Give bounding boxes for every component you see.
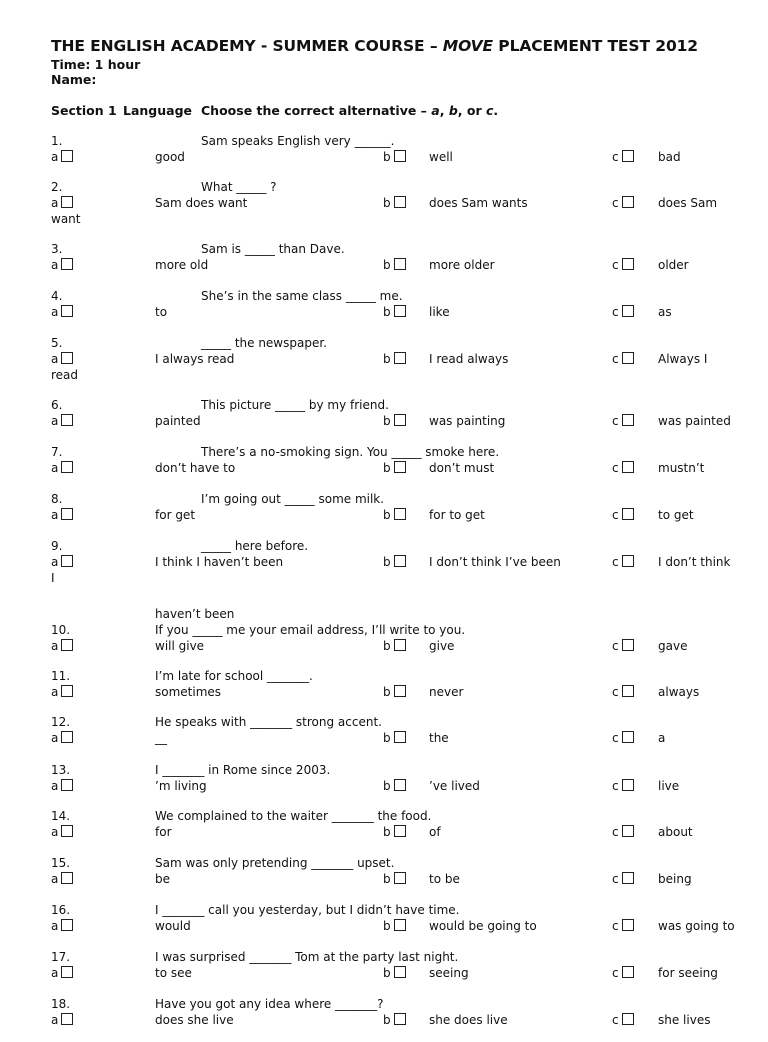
option-a-marker [51,196,73,210]
option-c-marker [612,150,634,164]
option-letter: c [612,685,619,699]
option-b-text: don’t must [429,461,495,475]
option-a-marker [51,461,73,475]
option-letter: c [612,196,619,210]
checkbox-c[interactable] [622,258,634,270]
checkbox-c[interactable] [622,1013,634,1025]
option-letter: b [383,414,391,428]
option-a-text: painted [155,414,201,428]
checkbox-a[interactable] [61,639,73,651]
checkbox-a[interactable] [61,966,73,978]
question-prompt: Sam speaks English very ______. [201,134,395,148]
option-a-text: good [155,150,185,164]
question-item [0,623,768,668]
question-item [0,539,768,621]
option-c-text: being [658,872,692,886]
option-c-text: does Sam [658,196,718,210]
checkbox-b[interactable] [394,352,406,364]
question-item [0,242,768,287]
question-number: 9. [51,539,63,553]
checkbox-a[interactable] [61,1013,73,1025]
option-c-marker [612,1013,634,1027]
option-b-marker [383,196,406,210]
option-c-text: bad [658,150,681,164]
option-a-marker [51,825,73,839]
option-a-text: Sam does want [155,196,248,210]
question-item [0,180,768,225]
checkbox-c[interactable] [622,685,634,697]
option-c-continuation: haven’t been [155,607,235,621]
checkbox-b[interactable] [394,258,406,270]
option-letter: c [612,555,619,569]
option-c-text: Always I [658,352,708,366]
checkbox-a[interactable] [61,685,73,697]
question-prompt: We complained to the waiter _______ the food. [155,809,432,823]
checkbox-a[interactable] [61,414,73,426]
option-letter: a [51,731,59,745]
option-letter: b [383,196,391,210]
option-b-text: to be [429,872,460,886]
option-b-marker [383,825,406,839]
option-letter: c [612,150,619,164]
question-number: 17. [51,950,71,964]
option-b-marker [383,779,406,793]
title-suffix: PLACEMENT TEST 2012 [493,37,698,55]
option-a-wrap: read [51,368,79,382]
option-c-marker [612,352,634,366]
option-letter: b [383,966,391,980]
option-letter: b [383,872,391,886]
option-a-marker [51,779,73,793]
question-number: 1. [51,134,63,148]
option-b-marker [383,305,406,319]
option-letter: c [612,779,619,793]
option-letter: b [383,461,391,475]
checkbox-b[interactable] [394,1013,406,1025]
checkbox-b[interactable] [394,966,406,978]
option-b-marker [383,685,406,699]
option-a-text: will give [155,639,205,653]
option-letter: b [383,919,391,933]
option-letter: a [51,508,59,522]
question-item [0,763,768,808]
option-letter: c [612,1013,619,1027]
checkbox-b[interactable] [394,555,406,567]
option-b-marker [383,872,406,886]
checkbox-a[interactable] [61,872,73,884]
option-a-text: I always read [155,352,235,366]
option-b-text: for to get [429,508,485,522]
option-a-marker [51,639,73,653]
option-c-marker [612,258,634,272]
question-prompt: There’s a no-smoking sign. You _____ smoke here. [201,445,500,459]
instr-prefix: Choose the correct alternative – [201,103,432,118]
instr-sep1: , [439,103,449,118]
checkbox-a[interactable] [61,196,73,208]
option-b-marker [383,258,406,272]
name-line: Name: [51,72,97,87]
option-b-text: of [429,825,441,839]
option-c-text: a [658,731,666,745]
checkbox-a[interactable] [61,731,73,743]
option-letter: a [51,779,59,793]
checkbox-c[interactable] [622,825,634,837]
option-b-text: the [429,731,449,745]
option-a-marker [51,150,73,164]
question-item [0,134,768,179]
checkbox-c[interactable] [622,196,634,208]
option-c-marker [612,685,634,699]
question-number: 7. [51,445,63,459]
option-c-text: older [658,258,689,272]
option-b-marker [383,414,406,428]
option-letter: b [383,1013,391,1027]
question-number: 15. [51,856,71,870]
option-a-marker [51,414,73,428]
title-prefix: THE ENGLISH ACADEMY - SUMMER COURSE – [51,37,443,55]
question-number: 11. [51,669,71,683]
checkbox-a[interactable] [61,150,73,162]
checkbox-b[interactable] [394,305,406,317]
checkbox-c[interactable] [622,555,634,567]
option-a-text: to see [155,966,192,980]
option-b-marker [383,1013,406,1027]
question-item [0,950,768,995]
question-item [0,669,768,714]
option-c-marker [612,639,634,653]
question-item [0,997,768,1042]
checkbox-c[interactable] [622,150,634,162]
option-letter: a [51,150,59,164]
option-a-text: to [155,305,168,319]
option-a-marker [51,305,73,319]
checkbox-c[interactable] [622,508,634,520]
option-a-marker [51,352,73,366]
option-letter: c [612,258,619,272]
option-letter: c [612,508,619,522]
option-letter: a [51,919,59,933]
option-b-text: I read always [429,352,509,366]
question-prompt: Sam is _____ than Dave. [201,242,345,256]
checkbox-c[interactable] [622,779,634,791]
option-letter: b [383,555,391,569]
instr-end: . [493,103,499,118]
option-c-marker [612,414,634,428]
question-prompt: I was surprised _______ Tom at the party last night. [155,950,459,964]
option-c-marker [612,779,634,793]
option-c-text: she lives [658,1013,711,1027]
option-a-text: I think I haven’t been [155,555,284,569]
instr-opt-c: c [486,103,494,118]
option-c-marker [612,731,634,745]
title-italic: MOVE [442,37,494,55]
question-number: 6. [51,398,63,412]
option-a-text: for get [155,508,196,522]
option-b-text: I don’t think I’ve been [429,555,561,569]
option-a-marker [51,555,73,569]
option-b-marker [383,352,406,366]
question-item [0,398,768,443]
option-letter: b [383,258,391,272]
option-letter: b [383,779,391,793]
option-a-marker [51,872,73,886]
option-letter: c [612,639,619,653]
question-number: 5. [51,336,63,350]
option-a-wrap: want [51,212,81,226]
option-letter: a [51,872,59,886]
checkbox-b[interactable] [394,639,406,651]
question-prompt: I _______ call you yesterday, but I didn’t have time. [155,903,460,917]
section-topic: Language [123,103,193,118]
option-letter: c [612,919,619,933]
question-item [0,809,768,854]
question-prompt: She’s in the same class _____ me. [201,289,403,303]
option-letter: c [612,414,619,428]
option-b-marker [383,461,406,475]
option-letter: a [51,639,59,653]
option-c-marker [612,196,634,210]
option-letter: a [51,414,59,428]
option-c-text: for seeing [658,966,718,980]
option-letter: a [51,825,59,839]
option-a-marker [51,258,73,272]
question-item [0,715,768,760]
checkbox-a[interactable] [61,919,73,931]
option-letter: b [383,685,391,699]
question-item [0,856,768,901]
checkbox-a[interactable] [61,352,73,364]
option-c-text: about [658,825,693,839]
option-c-marker [612,966,634,980]
checkbox-a[interactable] [61,779,73,791]
option-letter: b [383,731,391,745]
option-c-text: gave [658,639,688,653]
option-letter: b [383,508,391,522]
option-letter: c [612,305,619,319]
checkbox-b[interactable] [394,508,406,520]
question-number: 18. [51,997,71,1011]
question-prompt: _____ the newspaper. [201,336,327,350]
option-b-text: more older [429,258,495,272]
checkbox-c[interactable] [622,731,634,743]
question-number: 13. [51,763,71,777]
option-letter: c [612,825,619,839]
page-title [51,37,698,55]
question-prompt: I _______ in Rome since 2003. [155,763,331,777]
instr-opt-b: b [448,103,458,118]
option-b-text: she does live [429,1013,508,1027]
question-number: 14. [51,809,71,823]
question-item [0,492,768,537]
option-letter: c [612,731,619,745]
option-letter: b [383,639,391,653]
checkbox-c[interactable] [622,461,634,473]
option-b-text: seeing [429,966,469,980]
option-letter: b [383,825,391,839]
option-letter: a [51,305,59,319]
option-b-text: was painting [429,414,506,428]
option-letter: c [612,461,619,475]
question-prompt: I’m late for school _______. [155,669,313,683]
option-a-text: __ [155,731,167,745]
checkbox-b[interactable] [394,919,406,931]
question-prompt: I’m going out _____ some milk. [201,492,385,506]
section-label: Section 1 [51,103,117,118]
checkbox-c[interactable] [622,872,634,884]
question-number: 16. [51,903,71,917]
option-b-marker [383,508,406,522]
option-c-marker [612,508,634,522]
checkbox-a[interactable] [61,825,73,837]
checkbox-b[interactable] [394,414,406,426]
time-line: Time: 1 hour [51,57,141,72]
option-b-text: would be going to [429,919,537,933]
checkbox-a[interactable] [61,461,73,473]
option-a-text: ’m living [155,779,207,793]
question-prompt: If you _____ me your email address, I’ll write to you. [155,623,466,637]
option-c-marker [612,919,634,933]
option-c-text: to get [658,508,694,522]
option-letter: b [383,305,391,319]
checkbox-c[interactable] [622,919,634,931]
checkbox-a[interactable] [61,258,73,270]
option-a-text: be [155,872,170,886]
option-a-wrap: I [51,571,55,585]
option-c-marker [612,461,634,475]
option-c-text: was going to [658,919,735,933]
option-a-marker [51,1013,73,1027]
option-letter: a [51,461,59,475]
checkbox-a[interactable] [61,555,73,567]
checkbox-b[interactable] [394,196,406,208]
instr-opt-a: a [431,103,440,118]
checkbox-c[interactable] [622,414,634,426]
checkbox-b[interactable] [394,461,406,473]
question-prompt: What _____ ? [201,180,277,194]
option-a-text: sometimes [155,685,222,699]
question-prompt: _____ here before. [201,539,309,553]
option-c-text: as [658,305,672,319]
instr-sep2: , or [457,103,486,118]
question-number: 4. [51,289,63,303]
option-a-marker [51,685,73,699]
checkbox-b[interactable] [394,685,406,697]
option-letter: a [51,555,59,569]
option-b-marker [383,639,406,653]
option-a-marker [51,966,73,980]
option-c-text: mustn’t [658,461,705,475]
question-prompt: This picture _____ by my friend. [201,398,389,412]
checkbox-b[interactable] [394,779,406,791]
question-prompt: He speaks with _______ strong accent. [155,715,382,729]
option-b-text: does Sam wants [429,196,528,210]
option-a-text: don’t have to [155,461,236,475]
option-a-marker [51,508,73,522]
option-c-marker [612,555,634,569]
checkbox-a[interactable] [61,305,73,317]
option-c-text: always [658,685,700,699]
option-b-text: like [429,305,450,319]
option-b-marker [383,966,406,980]
option-b-text: well [429,150,453,164]
option-c-marker [612,872,634,886]
option-c-marker [612,825,634,839]
checkbox-a[interactable] [61,508,73,520]
option-letter: a [51,258,59,272]
option-b-marker [383,731,406,745]
option-b-marker [383,555,406,569]
option-b-marker [383,919,406,933]
option-letter: c [612,966,619,980]
option-a-text: does she live [155,1013,234,1027]
question-number: 10. [51,623,71,637]
option-letter: a [51,352,59,366]
option-b-text: never [429,685,464,699]
option-b-text: give [429,639,455,653]
section-instructions [201,103,498,118]
question-number: 8. [51,492,63,506]
checkbox-b[interactable] [394,150,406,162]
option-letter: b [383,150,391,164]
option-c-text: I don’t think [658,555,731,569]
option-c-text: was painted [658,414,731,428]
option-b-marker [383,150,406,164]
option-b-text: ’ve lived [429,779,480,793]
option-c-text: live [658,779,680,793]
option-letter: a [51,196,59,210]
question-item [0,336,768,381]
option-c-marker [612,305,634,319]
checkbox-c[interactable] [622,305,634,317]
option-letter: b [383,352,391,366]
option-letter: c [612,872,619,886]
question-prompt: Have you got any idea where _______? [155,997,384,1011]
checkbox-c[interactable] [622,352,634,364]
question-prompt: Sam was only pretending _______ upset. [155,856,395,870]
question-number: 3. [51,242,63,256]
question-item [0,289,768,334]
option-letter: a [51,685,59,699]
question-number: 2. [51,180,63,194]
question-item [0,445,768,490]
option-a-text: would [155,919,191,933]
checkbox-b[interactable] [394,731,406,743]
question-item [0,903,768,948]
checkbox-c[interactable] [622,639,634,651]
option-a-marker [51,919,73,933]
option-a-text: for [155,825,172,839]
option-letter: c [612,352,619,366]
checkbox-c[interactable] [622,966,634,978]
option-letter: a [51,1013,59,1027]
checkbox-b[interactable] [394,825,406,837]
question-number: 12. [51,715,71,729]
checkbox-b[interactable] [394,872,406,884]
option-letter: a [51,966,59,980]
option-a-marker [51,731,73,745]
option-a-text: more old [155,258,209,272]
